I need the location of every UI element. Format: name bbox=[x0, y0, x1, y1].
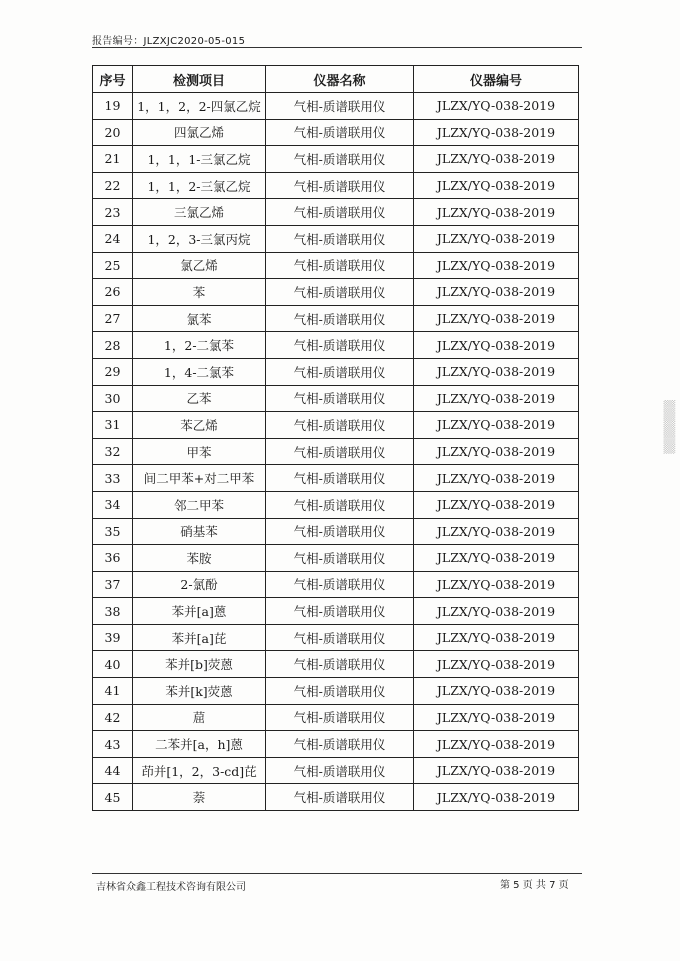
col-header-seq: 序号 bbox=[93, 66, 133, 93]
cell-instrument: 气相-质谱联用仪 bbox=[266, 465, 414, 492]
cell-seq: 27 bbox=[93, 305, 133, 332]
table-row bbox=[93, 518, 579, 545]
cell-instrument-no: JLZX/YQ-038-2019 bbox=[414, 385, 579, 412]
table-row bbox=[93, 624, 579, 651]
cell-item: 苯并[a]蒽 bbox=[133, 598, 266, 625]
cell-instrument-no: JLZX/YQ-038-2019 bbox=[414, 624, 579, 651]
cell-instrument-no: JLZX/YQ-038-2019 bbox=[414, 358, 579, 385]
cell-seq: 40 bbox=[93, 651, 133, 678]
table-row bbox=[93, 465, 579, 492]
cell-item: 苯并[k]荧蒽 bbox=[133, 678, 266, 705]
cell-instrument-no: JLZX/YQ-038-2019 bbox=[414, 172, 579, 199]
table-row bbox=[93, 704, 579, 731]
cell-instrument: 气相-质谱联用仪 bbox=[266, 704, 414, 731]
cell-instrument-no: JLZX/YQ-038-2019 bbox=[414, 412, 579, 439]
cell-instrument-no: JLZX/YQ-038-2019 bbox=[414, 438, 579, 465]
cell-instrument: 气相-质谱联用仪 bbox=[266, 146, 414, 173]
cell-instrument-no: JLZX/YQ-038-2019 bbox=[414, 784, 579, 811]
table-row bbox=[93, 598, 579, 625]
cell-item: 三氯乙烯 bbox=[133, 199, 266, 226]
col-header-instrument-no: 仪器编号 bbox=[414, 66, 579, 93]
cell-seq: 45 bbox=[93, 784, 133, 811]
cell-instrument-no: JLZX/YQ-038-2019 bbox=[414, 731, 579, 758]
col-header-item: 检测项目 bbox=[133, 66, 266, 93]
report-number: 报告编号：JLZXJC2020-05-015 bbox=[92, 36, 246, 47]
cell-instrument: 气相-质谱联用仪 bbox=[266, 199, 414, 226]
cell-item: 乙苯 bbox=[133, 385, 266, 412]
cell-seq: 30 bbox=[93, 385, 133, 412]
table-row bbox=[93, 332, 579, 359]
cell-instrument-no: JLZX/YQ-038-2019 bbox=[414, 491, 579, 518]
cell-item: 氯苯 bbox=[133, 305, 266, 332]
cell-item: 茚并[1，2，3-cd]芘 bbox=[133, 757, 266, 784]
cell-instrument-no: JLZX/YQ-038-2019 bbox=[414, 465, 579, 492]
cell-instrument: 气相-质谱联用仪 bbox=[266, 252, 414, 279]
cell-seq: 32 bbox=[93, 438, 133, 465]
cell-instrument-no: JLZX/YQ-038-2019 bbox=[414, 598, 579, 625]
cell-instrument: 气相-质谱联用仪 bbox=[266, 598, 414, 625]
table-row bbox=[93, 119, 579, 146]
cell-instrument: 气相-质谱联用仪 bbox=[266, 651, 414, 678]
cell-seq: 22 bbox=[93, 172, 133, 199]
cell-item: 䓛 bbox=[133, 704, 266, 731]
table-row bbox=[93, 545, 579, 572]
cell-item: 甲苯 bbox=[133, 438, 266, 465]
cell-item: 邻二甲苯 bbox=[133, 491, 266, 518]
cell-instrument: 气相-质谱联用仪 bbox=[266, 624, 414, 651]
cell-item: 2-氯酚 bbox=[133, 571, 266, 598]
table-row bbox=[93, 93, 579, 120]
cell-instrument-no: JLZX/YQ-038-2019 bbox=[414, 146, 579, 173]
cell-instrument: 气相-质谱联用仪 bbox=[266, 279, 414, 306]
table-row bbox=[93, 784, 579, 811]
cell-seq: 41 bbox=[93, 678, 133, 705]
cell-seq: 29 bbox=[93, 358, 133, 385]
table-row bbox=[93, 358, 579, 385]
cell-item: 氯乙烯 bbox=[133, 252, 266, 279]
table-row bbox=[93, 279, 579, 306]
cell-instrument: 气相-质谱联用仪 bbox=[266, 571, 414, 598]
cell-instrument: 气相-质谱联用仪 bbox=[266, 225, 414, 252]
footer-divider bbox=[92, 873, 582, 874]
cell-item: 1，1，2，2-四氯乙烷 bbox=[133, 93, 266, 120]
table-row bbox=[93, 146, 579, 173]
table-row bbox=[93, 678, 579, 705]
cell-item: 间二甲苯+对二甲苯 bbox=[133, 465, 266, 492]
cell-instrument-no: JLZX/YQ-038-2019 bbox=[414, 252, 579, 279]
page-number: 第 5 页 共 7 页 bbox=[500, 880, 569, 891]
seam-stamp: ▒▒▒▒▒▒▒ bbox=[663, 400, 674, 454]
cell-instrument-no: JLZX/YQ-038-2019 bbox=[414, 119, 579, 146]
cell-instrument-no: JLZX/YQ-038-2019 bbox=[414, 678, 579, 705]
cell-instrument: 气相-质谱联用仪 bbox=[266, 172, 414, 199]
cell-item: 1，1，2-三氯乙烷 bbox=[133, 172, 266, 199]
table-row bbox=[93, 757, 579, 784]
cell-item: 四氯乙烯 bbox=[133, 119, 266, 146]
header-divider bbox=[92, 47, 582, 48]
cell-item: 苯乙烯 bbox=[133, 412, 266, 439]
cell-instrument: 气相-质谱联用仪 bbox=[266, 93, 414, 120]
table-row bbox=[93, 172, 579, 199]
cell-instrument-no: JLZX/YQ-038-2019 bbox=[414, 518, 579, 545]
cell-instrument: 气相-质谱联用仪 bbox=[266, 518, 414, 545]
cell-seq: 35 bbox=[93, 518, 133, 545]
table-row bbox=[93, 412, 579, 439]
cell-instrument-no: JLZX/YQ-038-2019 bbox=[414, 704, 579, 731]
cell-seq: 36 bbox=[93, 545, 133, 572]
cell-seq: 23 bbox=[93, 199, 133, 226]
table-row bbox=[93, 385, 579, 412]
cell-instrument: 气相-质谱联用仪 bbox=[266, 385, 414, 412]
cell-instrument: 气相-质谱联用仪 bbox=[266, 412, 414, 439]
cell-seq: 20 bbox=[93, 119, 133, 146]
cell-seq: 31 bbox=[93, 412, 133, 439]
table-row bbox=[93, 651, 579, 678]
table-header-row bbox=[93, 66, 579, 93]
cell-seq: 26 bbox=[93, 279, 133, 306]
cell-seq: 44 bbox=[93, 757, 133, 784]
cell-instrument: 气相-质谱联用仪 bbox=[266, 305, 414, 332]
company-name: 吉林省众鑫工程技术咨询有限公司 bbox=[96, 882, 246, 893]
cell-item: 1，4-二氯苯 bbox=[133, 358, 266, 385]
cell-instrument-no: JLZX/YQ-038-2019 bbox=[414, 199, 579, 226]
cell-instrument: 气相-质谱联用仪 bbox=[266, 491, 414, 518]
table-row bbox=[93, 491, 579, 518]
cell-seq: 43 bbox=[93, 731, 133, 758]
cell-item: 1，2，3-三氯丙烷 bbox=[133, 225, 266, 252]
table-body bbox=[93, 93, 579, 811]
cell-instrument-no: JLZX/YQ-038-2019 bbox=[414, 93, 579, 120]
table-row bbox=[93, 731, 579, 758]
cell-item: 苯并[b]荧蒽 bbox=[133, 651, 266, 678]
cell-instrument: 气相-质谱联用仪 bbox=[266, 731, 414, 758]
table-row bbox=[93, 225, 579, 252]
cell-instrument: 气相-质谱联用仪 bbox=[266, 119, 414, 146]
table-row bbox=[93, 438, 579, 465]
cell-item: 1，1，1-三氯乙烷 bbox=[133, 146, 266, 173]
table-row bbox=[93, 199, 579, 226]
cell-instrument: 气相-质谱联用仪 bbox=[266, 545, 414, 572]
table-row bbox=[93, 571, 579, 598]
cell-seq: 34 bbox=[93, 491, 133, 518]
cell-seq: 28 bbox=[93, 332, 133, 359]
cell-seq: 38 bbox=[93, 598, 133, 625]
cell-instrument: 气相-质谱联用仪 bbox=[266, 784, 414, 811]
cell-instrument: 气相-质谱联用仪 bbox=[266, 438, 414, 465]
cell-instrument-no: JLZX/YQ-038-2019 bbox=[414, 279, 579, 306]
cell-item: 苯 bbox=[133, 279, 266, 306]
cell-instrument-no: JLZX/YQ-038-2019 bbox=[414, 225, 579, 252]
cell-seq: 33 bbox=[93, 465, 133, 492]
cell-item: 苯并[a]芘 bbox=[133, 624, 266, 651]
cell-item: 硝基苯 bbox=[133, 518, 266, 545]
cell-instrument: 气相-质谱联用仪 bbox=[266, 678, 414, 705]
cell-instrument-no: JLZX/YQ-038-2019 bbox=[414, 571, 579, 598]
cell-seq: 25 bbox=[93, 252, 133, 279]
cell-instrument-no: JLZX/YQ-038-2019 bbox=[414, 545, 579, 572]
cell-seq: 37 bbox=[93, 571, 133, 598]
cell-seq: 42 bbox=[93, 704, 133, 731]
cell-item: 萘 bbox=[133, 784, 266, 811]
cell-item: 1，2-二氯苯 bbox=[133, 332, 266, 359]
cell-instrument: 气相-质谱联用仪 bbox=[266, 358, 414, 385]
cell-seq: 19 bbox=[93, 93, 133, 120]
table-row bbox=[93, 305, 579, 332]
col-header-instrument: 仪器名称 bbox=[266, 66, 414, 93]
cell-seq: 24 bbox=[93, 225, 133, 252]
cell-instrument-no: JLZX/YQ-038-2019 bbox=[414, 757, 579, 784]
cell-instrument-no: JLZX/YQ-038-2019 bbox=[414, 305, 579, 332]
cell-instrument-no: JLZX/YQ-038-2019 bbox=[414, 332, 579, 359]
cell-item: 二苯并[a，h]蒽 bbox=[133, 731, 266, 758]
cell-instrument: 气相-质谱联用仪 bbox=[266, 332, 414, 359]
cell-item: 苯胺 bbox=[133, 545, 266, 572]
cell-instrument: 气相-质谱联用仪 bbox=[266, 757, 414, 784]
table-row bbox=[93, 252, 579, 279]
cell-seq: 39 bbox=[93, 624, 133, 651]
instrument-table bbox=[92, 65, 579, 811]
cell-instrument-no: JLZX/YQ-038-2019 bbox=[414, 651, 579, 678]
cell-seq: 21 bbox=[93, 146, 133, 173]
